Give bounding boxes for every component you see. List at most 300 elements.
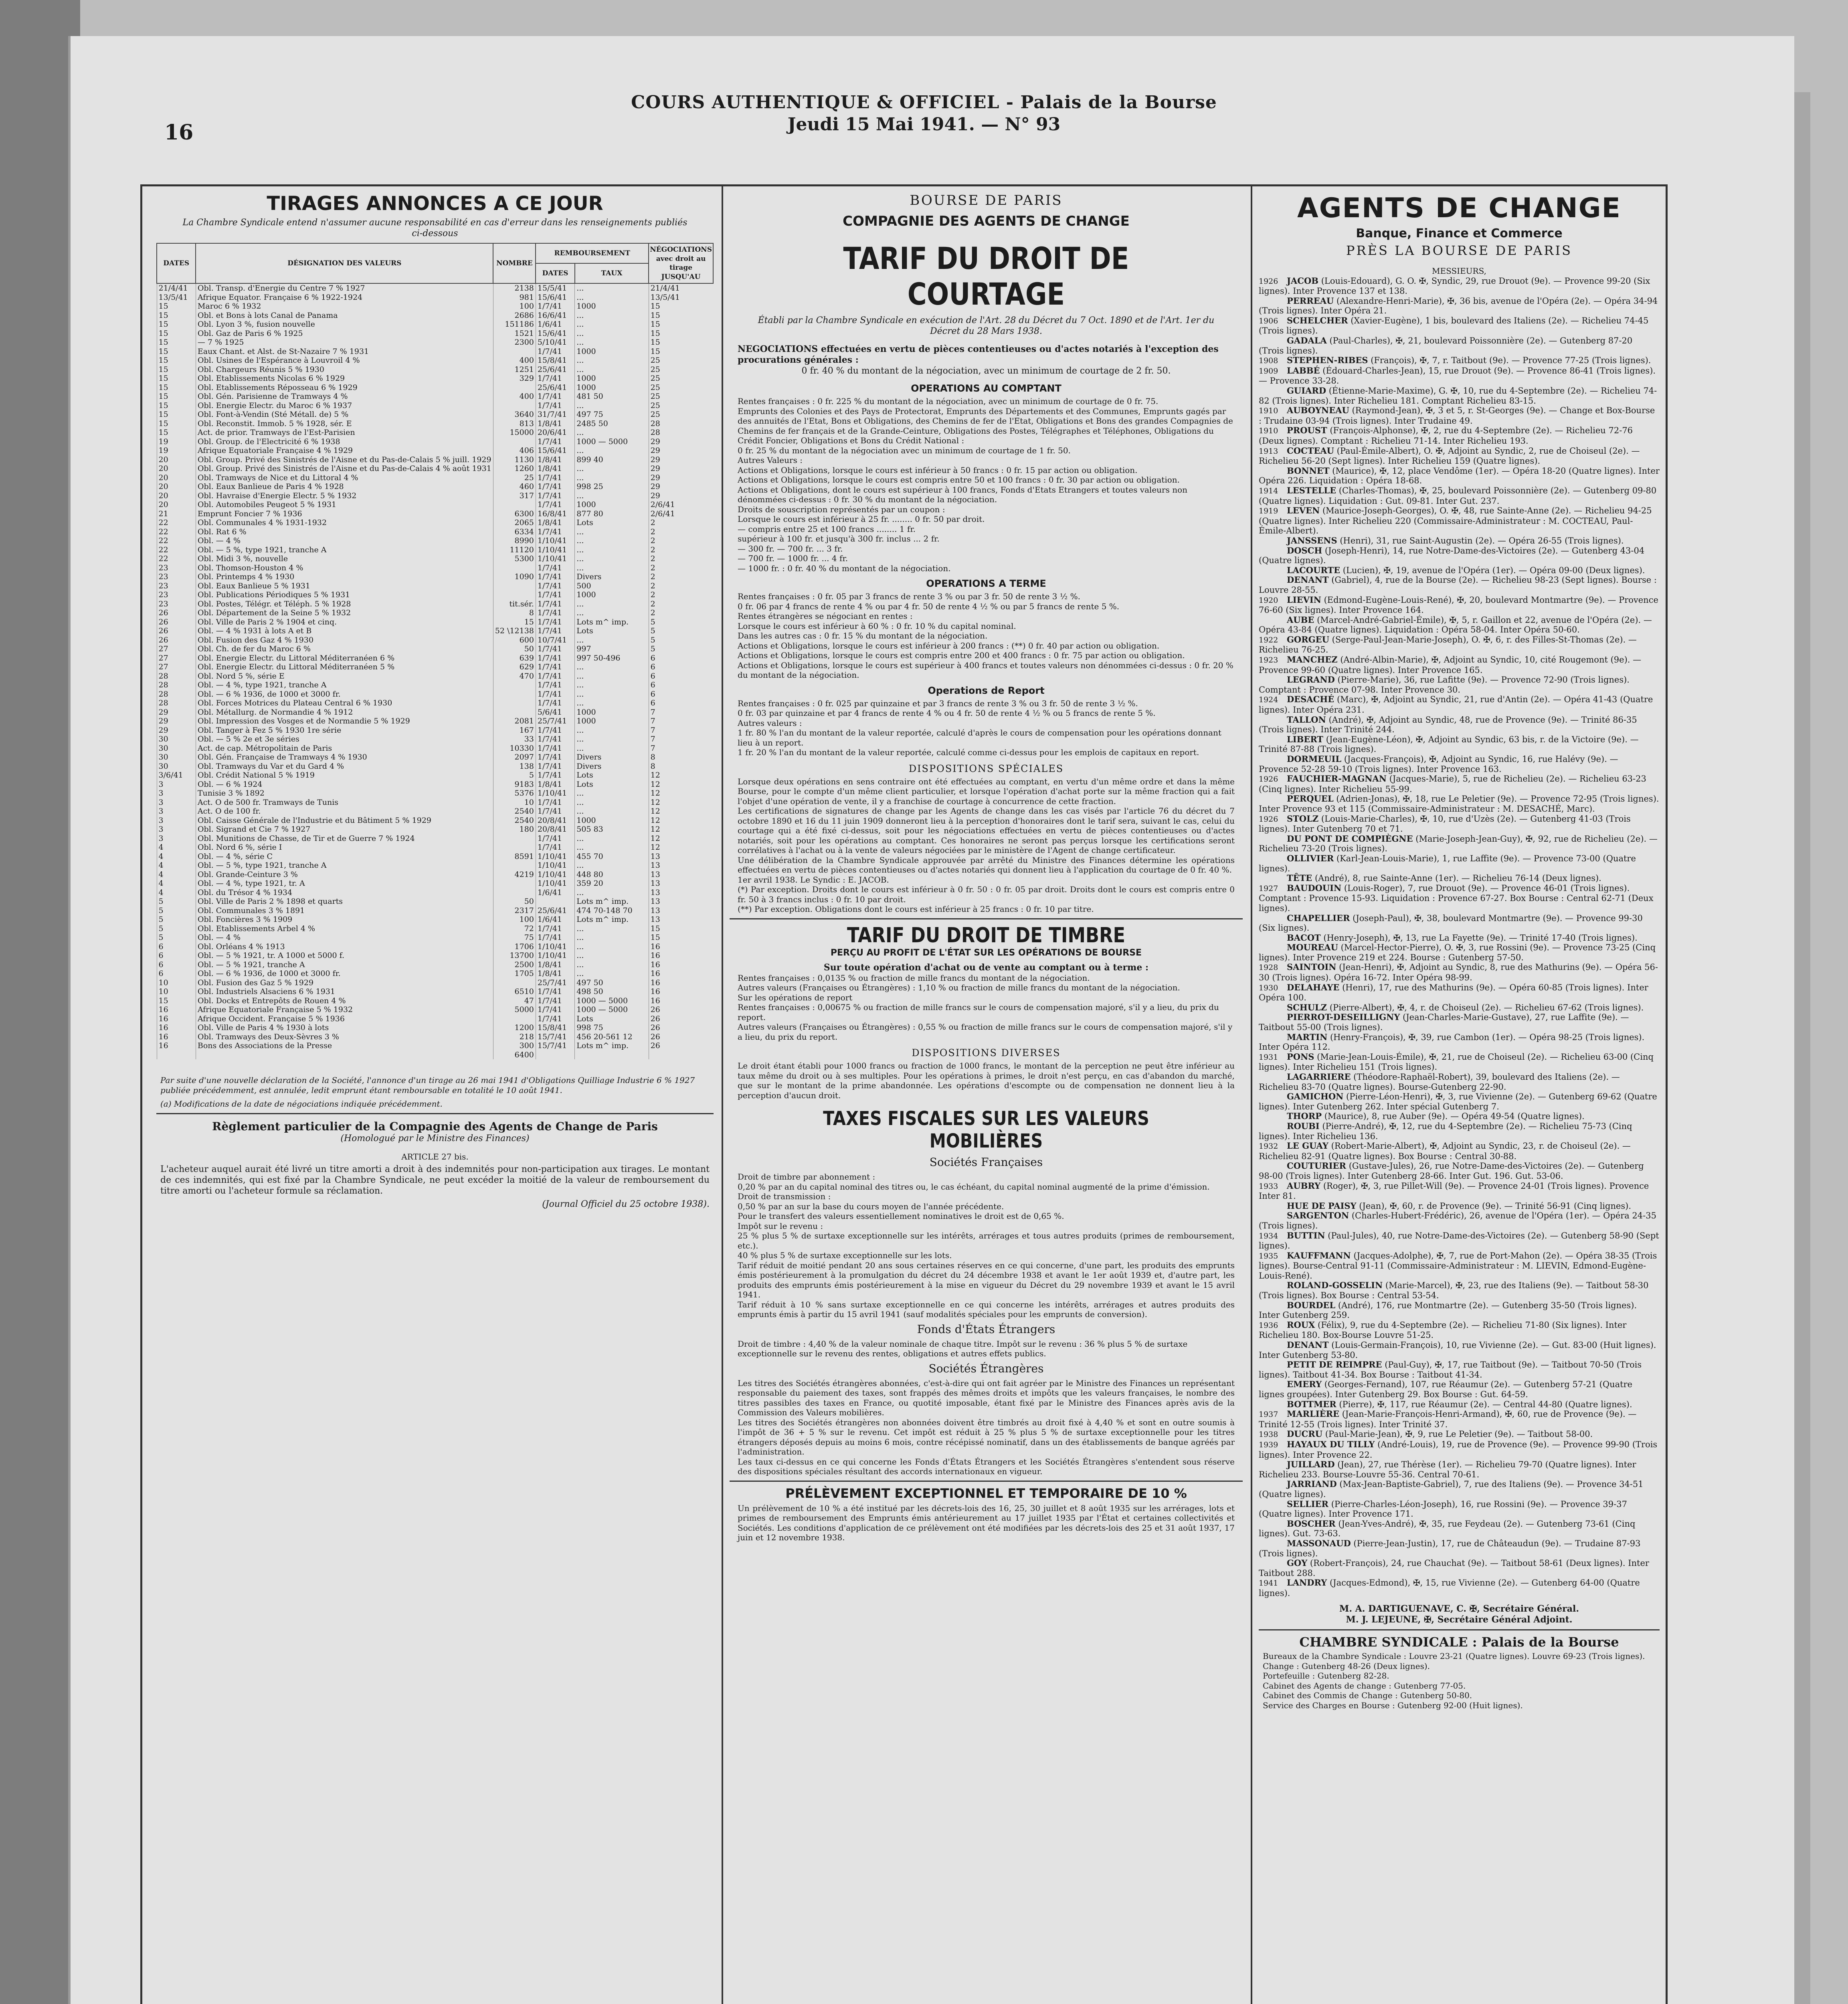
agent-name: GAMICHON: [1287, 1091, 1344, 1102]
row-taux: ...: [575, 843, 649, 852]
agent-details: (Lucien), ✠, 19, avenue de l'Opéra (1er). — Opéra 09-00 (Deux lignes).: [1343, 565, 1645, 575]
row-nombre: 5300: [493, 554, 536, 564]
agent-year: 1923: [1259, 656, 1278, 665]
row-date: 5: [157, 906, 196, 915]
table-row: [157, 527, 713, 537]
row-taux: 448 80: [575, 870, 649, 879]
societes-francaises-title: Sociétés Françaises: [929, 1156, 1043, 1169]
row-remb-date: 15/7/41: [536, 1041, 574, 1050]
timbre-paragraph: Autres valeurs (Françaises ou Étrangères) : 0,55 % ou fraction de mille francs sur le cours de compensation majoré, s'il y a lieu, du prix du report.: [738, 1022, 1233, 1042]
secretary-general: M. A. DARTIGUENAVE, C. ✠, Secrétaire Général.: [1339, 1604, 1579, 1614]
tirages-footnote-2: (a) Modifications de la date de négociations indiquée précédemment.: [160, 1099, 443, 1109]
row-negociation: 28: [649, 428, 713, 437]
agent-entry: [1259, 1231, 1660, 1251]
row-nombre: [493, 843, 536, 852]
row-date: 3: [157, 825, 196, 834]
agent-details: (Pierre-Léon-Henri), ✠, 3, rue Vivienne (2e). — Gutenberg 69-62 (Quatre lignes). Inter Gutenberg 262. Inter spécial Gutenberg 7.: [1259, 1092, 1657, 1111]
agent-details: (André), 176, rue Montmartre (2e). — Gutenberg 35-50 (Trois lignes). Inter Gutenberg 259.: [1259, 1300, 1637, 1320]
row-remb-date: 1/7/41: [536, 933, 574, 942]
row-remb-date: 1/7/41: [536, 302, 574, 311]
agent-name: BAUDOUIN: [1287, 883, 1342, 893]
row-taux: ...: [575, 608, 649, 618]
agent-name: HUE DE PAISY: [1287, 1200, 1357, 1211]
taxes-paragraph: Les titres des Sociétés étrangères non abonnées doivent être timbrés au droit fixé à 4,40 % et sont en outre soumis à l'impôt de 36 + 5 % sur le revenu. Cet impôt est réduit à 25 % plus 5 % de surtaxe exceptionnelle pour les titres étrangers déposés depuis au moins 6 mois, contre récépissé nominatif, dans un des établissements de banque agréés par l'administration.: [738, 1417, 1235, 1457]
row-date: 22: [157, 554, 196, 564]
row-taux: ...: [575, 663, 649, 672]
courtage-column: [730, 188, 1243, 2004]
agent-entry: [1259, 1429, 1660, 1440]
agent-details: (Robert-François), 24, rue Chauchat (9e). — Taitbout 58-61 (Deux lignes). Inter Taitbout 288.: [1259, 1558, 1649, 1578]
row-taux: 505 83: [575, 825, 649, 834]
agent-details: (Étienne-Marie-Maxime), G. ✠, 10, rue du 4-Septembre (2e). — Richelieu 74-82 (Trois lignes). Inter Richelieu 181. Comptant Richelieu 83-15.: [1259, 386, 1657, 406]
row-taux: 456 20-561 12: [575, 1032, 649, 1042]
row-remb-date: 1/7/41: [536, 572, 574, 582]
table-row: [157, 608, 713, 618]
row-designation: Obl. Usines de l'Espérance à Louvroil 4 %: [196, 356, 493, 365]
row-negociation: 29: [649, 491, 713, 501]
row-taux: ...: [575, 834, 649, 843]
agent-name: COUTURIER: [1287, 1161, 1346, 1171]
agent-details: (Paul-Jules), 40, rue Notre-Dame-des-Victoires (2e). — Gutenberg 58-90 (Sept lignes).: [1259, 1230, 1659, 1251]
table-row: [157, 365, 713, 374]
row-remb-date: 15/7/41: [536, 1032, 574, 1042]
row-date: 4: [157, 879, 196, 888]
row-remb-date: 1/7/41: [536, 996, 574, 1006]
row-designation: Obl. Docks et Entrepôts de Rouen 4 %: [196, 996, 493, 1006]
comptant-paragraph: — 700 fr. — 1000 fr. ... 4 fr.: [738, 554, 848, 563]
agent-year: 1938: [1259, 1430, 1278, 1439]
row-negociation: 29: [649, 455, 713, 465]
agent-entry: [1259, 506, 1660, 536]
row-nombre: 1090: [493, 572, 536, 582]
agents-subtitle-2: PRÈS LA BOURSE DE PARIS: [1346, 243, 1572, 258]
row-nombre: 1260: [493, 464, 536, 473]
row-nombre: 4219: [493, 870, 536, 879]
row-designation: Act. O de 500 fr. Tramways de Tunis: [196, 798, 493, 807]
dispositions-diverses-text: Le droit étant établi pour 1000 francs ou fraction de 1000 francs, le montant de la perception ne peut être inférieur au taux même du droit ou à ses multiples. Pour les opérations à primes, le droit n'est perçu, en cas d'abandon du marché, que sur le montant de la prime abandonnée. Les opérations d'escompte ou de compensation ne donnent lieu à la perception d'aucun droit.: [738, 1061, 1235, 1100]
agent-name: AUBOYNEAU: [1287, 405, 1349, 416]
row-nombre: 470: [493, 672, 536, 681]
agent-name: LANDRY: [1287, 1578, 1327, 1588]
row-nombre: 15000: [493, 428, 536, 437]
agent-year: 1936: [1259, 1321, 1278, 1330]
row-remb-date: 1/8/41: [536, 960, 574, 970]
row-nombre: 167: [493, 726, 536, 735]
agent-details: (André-Albin-Marie), ✠, Adjoint au Syndic, 10, cité Rougemont (9e). — Provence 99-60 (Quatre lignes). Inter Provence 165.: [1259, 655, 1642, 675]
agent-details: (Louis-Marie-Charles), ✠, 10, rue d'Uzès (2e). — Gutenberg 41-03 (Trois lignes). Inter Gutenberg 70 et 71.: [1259, 814, 1631, 834]
row-date: 29: [157, 708, 196, 717]
row-date: 6: [157, 951, 196, 960]
chambre-line: Service des Charges en Bourse : Gutenberg 92-00 (Huit lignes).: [1263, 1700, 1523, 1710]
row-remb-date: 1/7/41: [536, 1005, 574, 1014]
row-designation: Obl. et Bons à lots Canal de Panama: [196, 311, 493, 320]
row-designation: Obl. — 6 % 1924: [196, 780, 493, 789]
row-taux: ...: [575, 600, 649, 609]
row-negociation: 5: [649, 636, 713, 645]
agent-name: LAGARRIERE: [1287, 1072, 1351, 1082]
table-row: [157, 293, 713, 302]
row-date: 6: [157, 942, 196, 951]
row-negociation: 13: [649, 897, 713, 906]
agent-entry: [1259, 575, 1660, 595]
terme-paragraph: Actions et Obligations, lorsque le cours est supérieur à 400 francs et toutes valeurs non dénommées ci-dessus : 0 fr. 20 % du montant de la négociation.: [738, 660, 1233, 680]
report-paragraph: 1 fr. 80 % l'an du montant de la valeur reportée, calculé d'après le cours de compensation pour les opérations donnant lieu à un report.: [738, 728, 1221, 747]
agent-name: MARLIÈRE: [1287, 1409, 1340, 1419]
table-row: [157, 600, 713, 609]
row-negociation: 2: [649, 536, 713, 545]
row-date: 15: [157, 401, 196, 410]
row-remb-date: 1/7/41: [536, 834, 574, 843]
row-designation: Obl. Etablissements Réposseau 6 % 1929: [196, 383, 493, 392]
terme-list: [738, 592, 1235, 680]
agent-details: (Pierre-Marie), 36, rue Lafitte (9e). — Provence 72-90 (Trois lignes). Comptant : Provence 07-98. Inter Provence 30.: [1259, 675, 1630, 695]
agent-year: 1927: [1259, 884, 1278, 893]
row-remb-date: 16/6/41: [536, 311, 574, 320]
row-negociation: 7: [649, 735, 713, 744]
row-date: 20: [157, 500, 196, 509]
agent-details: (Pierre-André), ✠, 12, rue du 4-Septembre (2e). — Richelieu 75-73 (Cinq lignes). Inter Richelieu 136.: [1259, 1121, 1632, 1141]
row-taux: 1000: [575, 347, 649, 356]
agent-entry: [1259, 595, 1660, 615]
row-designation: Obl. Industriels Alsaciens 6 % 1931: [196, 987, 493, 996]
row-nombre: 2317: [493, 906, 536, 915]
table-row: [157, 428, 713, 437]
row-remb-date: 1/7/41: [536, 753, 574, 762]
agent-name: LACOURTE: [1287, 565, 1341, 575]
row-negociation: 29: [649, 446, 713, 455]
terme-title: OPERATIONS A TERME: [926, 578, 1046, 589]
table-row: [157, 825, 713, 834]
row-nombre: 2500: [493, 960, 536, 970]
row-designation: Obl. Transp. d'Energie du Centre 7 % 1927: [196, 283, 493, 293]
row-nombre: 400: [493, 356, 536, 365]
table-row: [157, 789, 713, 798]
table-row: [157, 879, 713, 888]
row-remb-date: 25/6/41: [536, 383, 574, 392]
table-row: [157, 861, 713, 870]
table-row: [157, 960, 713, 970]
row-designation: Obl. Eaux Banlieue 5 % 1931: [196, 582, 493, 591]
row-date: 29: [157, 717, 196, 726]
row-taux: 1000: [575, 500, 649, 509]
row-taux: Lots m^ imp.: [575, 1041, 649, 1050]
agent-entry: [1259, 1301, 1660, 1320]
row-taux: 998 75: [575, 1023, 649, 1032]
row-designation: Obl. Eaux Banlieue de Paris 4 % 1928: [196, 482, 493, 491]
row-taux: ...: [575, 672, 649, 681]
page-number: 16: [164, 120, 194, 145]
row-designation: Obl. Communales 3 % 1891: [196, 906, 493, 915]
chambre-line: Change : Gutenberg 48-26 (Deux lignes).: [1263, 1661, 1430, 1671]
agent-entry: [1259, 1400, 1660, 1410]
row-taux: ...: [575, 365, 649, 374]
table-row: [157, 807, 713, 816]
agent-details: (Henri), 17, rue des Mathurins (9e). — Opéra 60-85 (Trois lignes). Inter Opéra 100.: [1259, 982, 1648, 1003]
row-nombre: 72: [493, 924, 536, 933]
table-row: [157, 888, 713, 897]
row-date: 15: [157, 410, 196, 419]
row-negociation: 2: [649, 545, 713, 555]
row-taux: ...: [575, 789, 649, 798]
row-taux: ...: [575, 969, 649, 978]
row-nombre: 406: [493, 446, 536, 455]
agent-details: (Maurice), ✠, 12, place Vendôme (1er). — Opéra 18-20 (Quatre lignes). Inter Opéra 226. Liquidation : Opéra 18-68.: [1259, 466, 1660, 486]
row-remb-date: 1/7/41: [536, 699, 574, 708]
agent-year: 1934: [1259, 1231, 1278, 1240]
table-row: [157, 816, 713, 825]
agent-entry: [1259, 715, 1660, 735]
agent-details: (Charles-Thomas), ✠, 25, boulevard Poissonnière (2e). — Gutenberg 09-80 (Quatre lignes). Liquidation : Gut. 09-81. Inter Gut. 237.: [1259, 485, 1657, 506]
table-row: [157, 338, 713, 347]
agent-details: (Édouard-Charles-Jean), 15, rue Drouot (9e). — Provence 86-41 (Trois lignes). — Provence 33-28.: [1259, 366, 1656, 386]
comptant-paragraph: Actions et Obligations, lorsque le cours est compris entre 50 et 100 francs : 0 fr. 30 par action ou obligation.: [738, 475, 1180, 485]
row-remb-date: 1/7/41: [536, 401, 574, 410]
row-remb-date: 31/7/41: [536, 410, 574, 419]
row-designation: Obl. Publications Périodiques 5 % 1931: [196, 590, 493, 600]
row-designation: Obl. du Trésor 4 % 1934: [196, 888, 493, 897]
row-taux: [575, 1050, 649, 1060]
row-negociation: 6: [649, 654, 713, 663]
row-remb-date: 25/6/41: [536, 906, 574, 915]
timbre-paragraph: Sur les opérations de report: [738, 992, 853, 1002]
row-nombre: 2300: [493, 338, 536, 347]
row-remb-date: 1/7/41: [536, 807, 574, 816]
row-nombre: 100: [493, 302, 536, 311]
row-remb-date: 1/10/41: [536, 536, 574, 545]
table-row: [157, 978, 713, 988]
row-date: 15: [157, 356, 196, 365]
row-remb-date: 1/8/41: [536, 455, 574, 465]
table-row: [157, 636, 713, 645]
table-row: [157, 798, 713, 807]
col-header-taux: TAUX: [575, 263, 649, 283]
row-nombre: 138: [493, 762, 536, 771]
row-designation: Obl. Fusion des Gaz 4 % 1930: [196, 636, 493, 645]
row-designation: Obl. — 4 %: [196, 933, 493, 942]
agent-year: 1941: [1259, 1579, 1278, 1588]
agent-details: (Robert-Marie-Albert), ✠, Adjoint au Syndic, 23, r. de Choiseul (2e). — Richelieu 82-91 (Quatre lignes). Box Bourse : Central 30-88.: [1259, 1141, 1631, 1161]
row-designation: Obl. Métallurg. de Normandie 4 % 1912: [196, 708, 493, 717]
agent-entry: [1259, 1201, 1660, 1211]
agent-details: (Henry-Joseph), ✠, 13, rue La Fayette (9e). — Trinité 17-40 (Trois lignes).: [1323, 933, 1638, 943]
row-taux: ...: [575, 798, 649, 807]
chambre-line: Cabinet des Agents de change : Gutenberg 77-05.: [1263, 1681, 1466, 1691]
dispositions-speciales-list: [738, 777, 1235, 914]
agent-year: 1926: [1259, 775, 1278, 784]
table-row: [157, 906, 713, 915]
agent-details: (Adrien-Jonas), ✠, 18, rue Le Peletier (9e). — Provence 72-95 (Trois lignes). Inter Provence 93 et 115 (Commissaire-Administrateur : M. DESACHÉ, Marc).: [1259, 794, 1659, 814]
row-nombre: 47: [493, 996, 536, 1006]
row-negociation: 6: [649, 690, 713, 699]
row-date: 15: [157, 320, 196, 329]
agent-details: (Alexandre-Henri-Marie), ✠, 36 bis, avenue de l'Opéra (2e). — Opéra 34-94 (Trois lignes). Inter Opéra 21.: [1259, 296, 1658, 316]
row-nombre: 3640: [493, 410, 536, 419]
agent-name: DENANT: [1287, 1340, 1329, 1350]
row-date: 21: [157, 509, 196, 519]
agent-name: MANCHEZ: [1287, 655, 1338, 665]
row-negociation: 2: [649, 590, 713, 600]
agent-entry: [1259, 1460, 1660, 1479]
row-nombre: 1705: [493, 969, 536, 978]
row-negociation: 5: [649, 626, 713, 636]
agent-name: ROUX: [1287, 1319, 1315, 1330]
row-remb-date: 15/5/41: [536, 283, 574, 293]
row-negociation: 26: [649, 1023, 713, 1032]
row-taux: 481 50: [575, 392, 649, 401]
row-negociation: 16: [649, 960, 713, 970]
row-remb-date: 1/7/41: [536, 681, 574, 690]
table-row: [157, 392, 713, 401]
table-row: [157, 1014, 713, 1024]
agent-entry: [1259, 695, 1660, 715]
comptant-paragraph: — 1000 fr. : 0 fr. 40 % du montant de la négociation.: [738, 563, 951, 573]
row-remb-date: 1/10/41: [536, 852, 574, 861]
courtage-title: TARIF DU DROIT DE COURTAGE: [843, 240, 1129, 312]
tirages-note: La Chambre Syndicale entend n'assumer aucune responsabilité en cas d'erreur dans les renseignements publiés ci-dessous: [182, 218, 687, 238]
row-taux: ...: [575, 527, 649, 537]
row-remb-date: 1/7/41: [536, 644, 574, 654]
table-row: [157, 536, 713, 545]
row-date: 4: [157, 852, 196, 861]
row-negociation: 25: [649, 356, 713, 365]
agent-name: HAYAUX DU TILLY: [1287, 1439, 1375, 1449]
row-negociation: [649, 1050, 713, 1060]
agent-entry: [1259, 466, 1660, 486]
row-date: 3: [157, 789, 196, 798]
page-edge: [1794, 92, 1810, 2004]
agent-entry: [1259, 814, 1660, 834]
row-remb-date: 1/7/41: [536, 798, 574, 807]
agent-name: JANSSENS: [1287, 535, 1337, 545]
row-negociation: 6: [649, 663, 713, 672]
row-remb-date: 15/6/41: [536, 329, 574, 338]
table-row: [157, 663, 713, 672]
agent-name: BUTTIN: [1287, 1230, 1325, 1240]
row-negociation: 15: [649, 338, 713, 347]
row-remb-date: 1/7/41: [536, 392, 574, 401]
table-row: [157, 834, 713, 843]
agent-details: (Jacques-Adolphe), ✠, 7, rue de Port-Mahon (2e). — Opéra 38-35 (Trois lignes). Bourse-Central 91-11 (Commissaire-Administrateur : M. LIEVIN, Edmond-Eugène-Louis-René).: [1259, 1250, 1657, 1281]
agent-entry: [1259, 962, 1660, 982]
row-date: 28: [157, 699, 196, 708]
row-date: 30: [157, 753, 196, 762]
table-row: [157, 356, 713, 365]
agent-entry: [1259, 336, 1660, 356]
agent-year: 1909: [1259, 366, 1278, 376]
row-taux: 500: [575, 582, 649, 591]
timbre-intro: Sur toute opération d'achat ou de vente au comptant ou à terme :: [823, 962, 1149, 973]
agent-details: (Jean-Yves-André), ✠, 35, rue Feydeau (2e). — Gutenberg 73-61 (Cinq lignes). Gut. 73-63.: [1259, 1519, 1636, 1539]
row-nombre: [493, 861, 536, 870]
table-row: [157, 1023, 713, 1032]
row-taux: 998 25: [575, 482, 649, 491]
row-nombre: [493, 879, 536, 888]
row-date: 23: [157, 590, 196, 600]
row-date: 23: [157, 600, 196, 609]
table-row: [157, 726, 713, 735]
row-nombre: 2540: [493, 807, 536, 816]
agent-details: (Maurice), 8, rue Auber (9e). — Opéra 49-54 (Quatre lignes).: [1324, 1111, 1585, 1121]
chambre-list: [1263, 1651, 1656, 1710]
agent-entry: [1259, 1519, 1660, 1539]
row-remb-date: 1/8/41: [536, 780, 574, 789]
agent-details: (André), ✠, Adjoint au Syndic, 48, rue de Provence (9e). — Trinité 86-35 (Trois lignes). Inter Trinité 244.: [1259, 715, 1637, 735]
row-nombre: 33: [493, 735, 536, 744]
row-nombre: [493, 437, 536, 446]
row-nombre: [493, 590, 536, 600]
row-date: 15: [157, 392, 196, 401]
agent-name: EMERY: [1287, 1379, 1322, 1390]
row-negociation: 13: [649, 879, 713, 888]
row-remb-date: 1/7/41: [536, 987, 574, 996]
row-nombre: tit.sér.: [493, 600, 536, 609]
agent-entry: [1259, 356, 1660, 366]
agent-details: (Jacques-François), ✠, Adjoint au Syndic, 16, rue Halévy (9e). — Provence 52-28 59-10 (Trois lignes). Inter Provence 163.: [1259, 754, 1618, 774]
report-paragraph: Autres valeurs :: [738, 718, 802, 728]
row-designation: Obl. Nord 5 %, série E: [196, 672, 493, 681]
agent-year: 1926: [1259, 277, 1278, 286]
row-taux: 899 40: [575, 455, 649, 465]
row-designation: Obl. Grande-Ceinture 3 %: [196, 870, 493, 879]
agent-name: GORGEU: [1287, 634, 1329, 644]
taxes-paragraph: Tarif réduit à 10 % sans surtaxe exceptionnelle en ce qui concerne les intérêts, arrérages et autres produits des emprunts émis à partir du 15 avril 1941 (sauf modalités spéciales pour les emprunts de conversion).: [738, 1299, 1235, 1319]
row-nombre: 317: [493, 491, 536, 501]
table-row: [157, 572, 713, 582]
row-negociation: 12: [649, 807, 713, 816]
agent-entry: [1259, 675, 1660, 695]
row-designation: Bons des Associations de la Presse: [196, 1041, 493, 1050]
row-nombre: 1200: [493, 1023, 536, 1032]
agent-name: GUIARD: [1287, 386, 1326, 396]
taxes-paragraph: Tarif réduit de moitié pendant 20 ans sous certaines réserves en ce qui concerne, d'une part, les produits des emprunts émis postérieurement à la promulgation du décret du 24 décembre 1938 et avant le 1er août 1939 et, d'autre part, les produits des emprunts émis postérieurement à la mise en vigueur du Décret du 29 novembre 1939 et avant le 15 avril 1941.: [738, 1260, 1235, 1299]
table-row: [157, 699, 713, 708]
row-remb-date: 1/7/41: [536, 690, 574, 699]
agent-name: BOTTMER: [1287, 1399, 1336, 1409]
row-date: 16: [157, 1032, 196, 1042]
row-nombre: 100: [493, 915, 536, 924]
row-nombre: 9183: [493, 780, 536, 789]
row-nombre: 981: [493, 293, 536, 302]
terme-paragraph: Actions et Obligations, lorsque le cours est inférieur à 200 francs : (**) 0 fr. 40 par action ou obligation.: [738, 640, 1160, 650]
agent-details: (Xavier-Eugène), 1 bis, boulevard des Italiens (2e). — Richelieu 74-45 (Trois lignes).: [1259, 315, 1649, 336]
table-row: [157, 374, 713, 383]
reglement-reference: (Journal Officiel du 25 octobre 1938).: [542, 1199, 710, 1209]
row-designation: Obl. Energie Electr. du Maroc 6 % 1937: [196, 401, 493, 410]
row-date: 15: [157, 338, 196, 347]
table-row: [157, 509, 713, 519]
row-negociation: 12: [649, 798, 713, 807]
agent-entry: [1259, 983, 1660, 1003]
agent-name: TALLON: [1287, 714, 1326, 725]
row-taux: ...: [575, 744, 649, 753]
agent-year: 1928: [1259, 963, 1278, 972]
row-date: 21/4/41: [157, 283, 196, 293]
row-remb-date: 1/10/41: [536, 545, 574, 555]
agent-name: SAINTOIN: [1287, 962, 1336, 972]
table-row: [157, 762, 713, 771]
row-negociation: 13/5/41: [649, 293, 713, 302]
agent-details: (Jean), 27, rue Thérèse (1er). — Richelieu 79-70 (Quatre lignes). Inter Richelieu 233. Bourse-Louvre 55-36. Central 70-61.: [1259, 1460, 1636, 1479]
row-remb-date: 20/8/41: [536, 825, 574, 834]
societes-etrangeres-list: [738, 1378, 1235, 1477]
row-date: 16: [157, 1041, 196, 1050]
agent-details: (Max-Jean-Baptiste-Gabriel), 7, rue des Italiens (9e). — Provence 34-51 (Quatre lignes).: [1259, 1479, 1644, 1499]
agent-details: (Pierre), ✠, 117, rue Réaumur (2e). — Central 44-80 (Quatre lignes).: [1339, 1399, 1632, 1409]
row-nombre: 6400: [493, 1050, 536, 1060]
row-remb-date: 1/7/41: [536, 491, 574, 501]
row-nombre: 52 \12138: [493, 626, 536, 636]
row-negociation: 13: [649, 906, 713, 915]
